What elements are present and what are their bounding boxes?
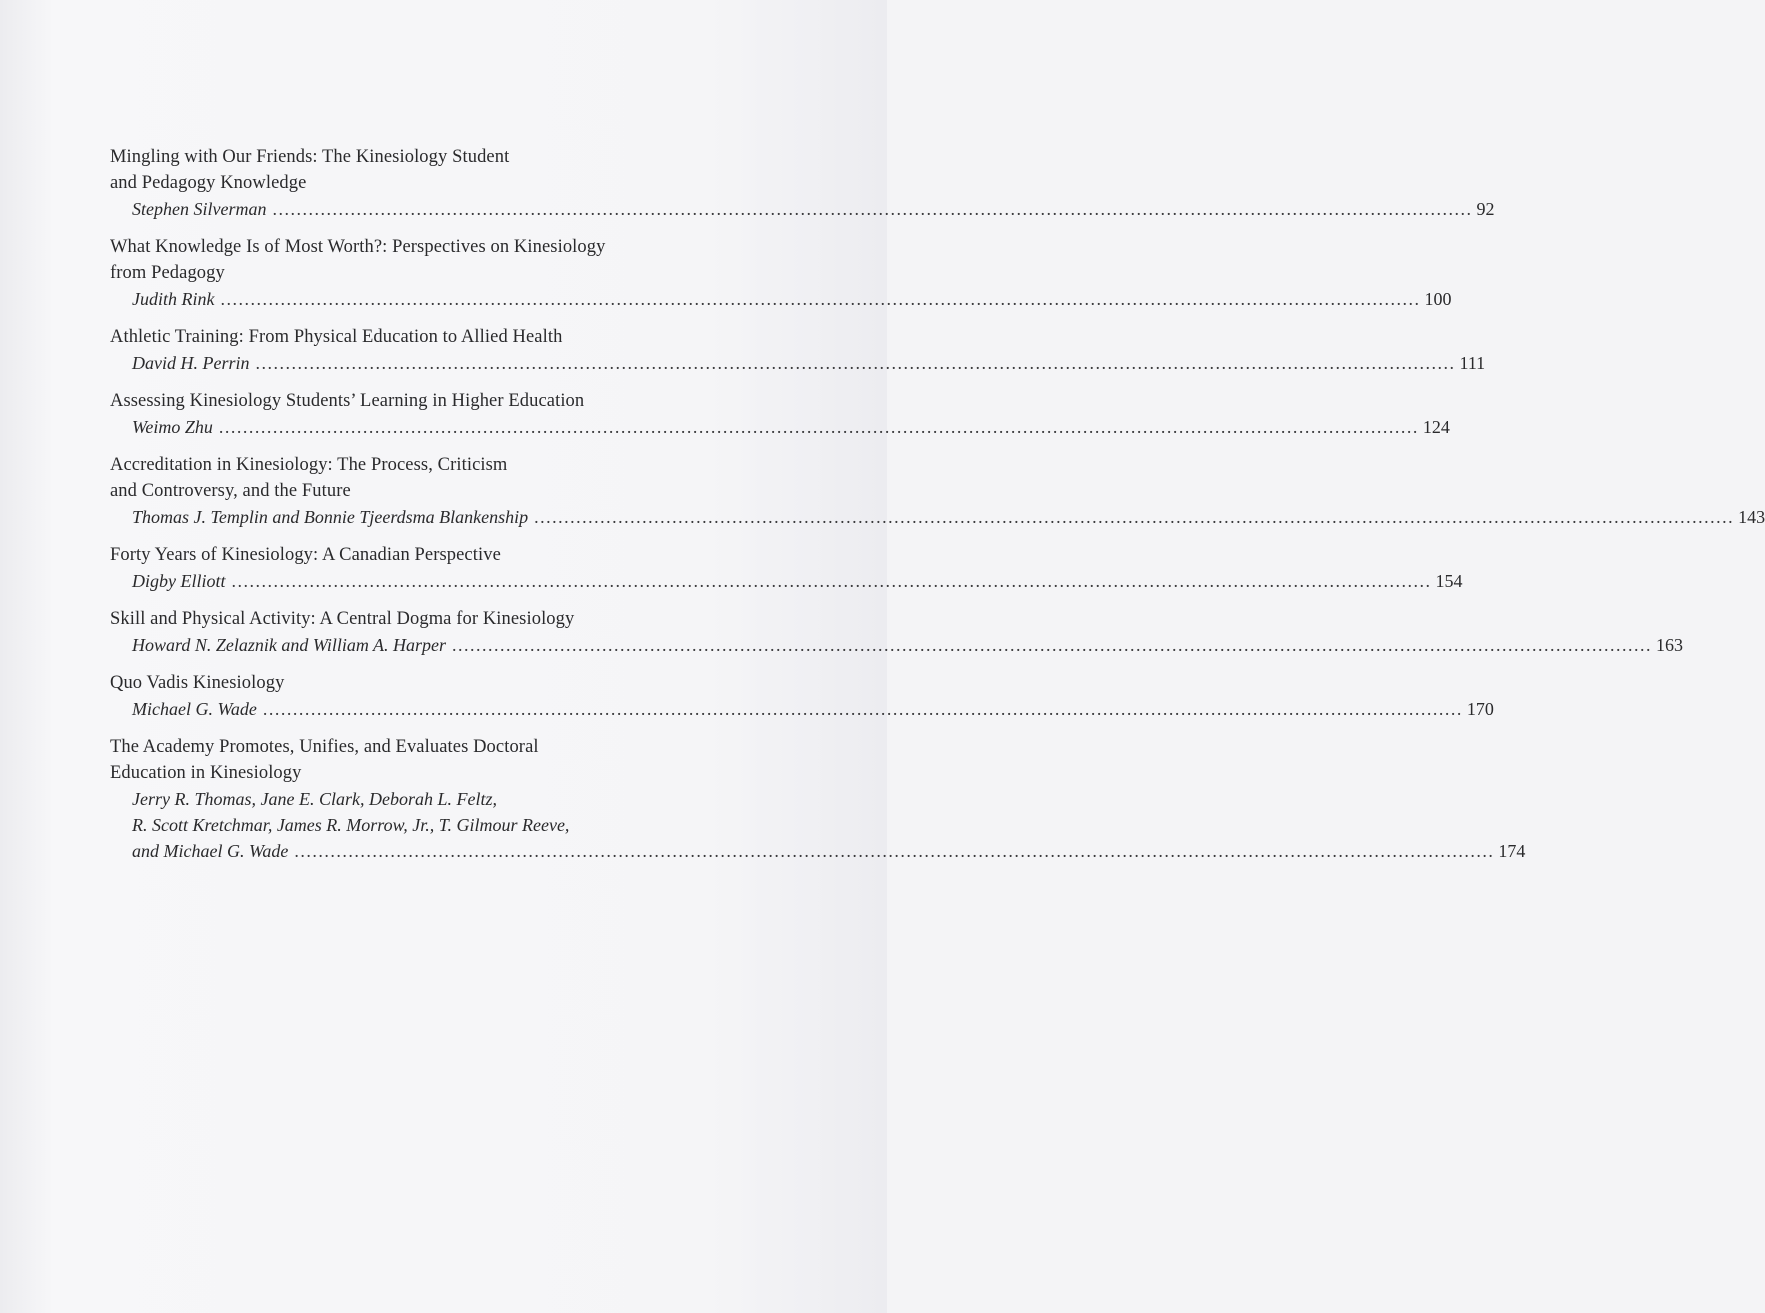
entry-author: Howard N. Zelaznik and William A. Harper — [132, 635, 447, 655]
entry-page-number: 170 — [1466, 699, 1494, 719]
entry-title-line: Education in Kinesiology — [110, 763, 302, 783]
dot-leader: ........................................................................................................................................................................................................ — [294, 841, 1495, 861]
toc-entry — [110, 734, 1526, 864]
entry-title-line: from Pedagogy — [110, 263, 225, 283]
dot-leader: ........................................................................................................................................................................................................ — [220, 289, 1421, 309]
entry-title-line: Mingling with Our Friends: The Kinesiology Student — [110, 147, 510, 167]
entry-page-number: 143 — [1738, 507, 1765, 527]
entry-page-number: 92 — [1476, 199, 1495, 219]
dot-leader: ........................................................................................................................................................................................................ — [272, 199, 1473, 219]
entry-title-line: Athletic Training: From Physical Education to Allied Health — [110, 327, 563, 347]
entry-page-number: 124 — [1422, 417, 1450, 437]
entry-title-line: Assessing Kinesiology Students’ Learning in Higher Education — [110, 391, 585, 411]
entry-title-line: Quo Vadis Kinesiology — [110, 673, 285, 693]
toc-entry — [110, 606, 1684, 658]
entry-title-line: and Controversy, and the Future — [110, 481, 351, 501]
dot-leader: ........................................................................................................................................................................................................ — [231, 571, 1432, 591]
dot-leader: ........................................................................................................................................................................................................ — [262, 699, 1463, 719]
toc-entry — [110, 324, 1486, 376]
dot-leader: ........................................................................................................................................................................................................ — [452, 635, 1653, 655]
entry-title-line: and Pedagogy Knowledge — [110, 173, 307, 193]
toc-entry — [110, 388, 1450, 440]
entry-author-page-line — [110, 568, 1463, 594]
toc-entry — [110, 452, 1765, 530]
dot-leader: ........................................................................................................................................................................................................ — [255, 353, 1456, 373]
entry-title-line: Accreditation in Kinesiology: The Process, Criticism — [110, 455, 508, 475]
toc-entry — [110, 670, 1494, 722]
entry-author-line: Jerry R. Thomas, Jane E. Clark, Deborah L. Feltz, — [132, 789, 497, 809]
entry-author: Thomas J. Templin and Bonnie Tjeerdsma Blankenship — [132, 507, 529, 527]
entry-author-line: R. Scott Kretchmar, James R. Morrow, Jr., T. Gilmour Reeve, — [132, 815, 570, 835]
toc-entry — [110, 542, 1463, 594]
toc-entry — [110, 144, 1495, 222]
toc-entry — [110, 234, 1452, 312]
entry-author: Judith Rink — [132, 289, 215, 309]
entry-page-number: 100 — [1424, 289, 1452, 309]
entry-author-page-line — [110, 838, 1526, 864]
entry-author: Digby Elliott — [132, 571, 226, 591]
entry-author-page-line — [110, 350, 1486, 376]
entry-title-line: Skill and Physical Activity: A Central Dogma for Kinesiology — [110, 609, 575, 629]
entry-page-number: 154 — [1435, 571, 1463, 591]
entry-author: Michael G. Wade — [132, 699, 257, 719]
entry-author: Stephen Silverman — [132, 199, 267, 219]
entry-page-number: 174 — [1498, 841, 1526, 861]
entry-author: and Michael G. Wade — [132, 841, 289, 861]
entry-author-page-line — [110, 504, 1765, 530]
entry-page-number: 111 — [1459, 353, 1486, 373]
dot-leader: ........................................................................................................................................................................................................ — [218, 417, 1419, 437]
entry-page-number: 163 — [1656, 635, 1684, 655]
entry-author-page-line — [110, 632, 1684, 658]
entry-title-line: What Knowledge Is of Most Worth?: Perspectives on Kinesiology — [110, 237, 606, 257]
table-of-contents — [110, 144, 1765, 864]
entry-title-line: Forty Years of Kinesiology: A Canadian Perspective — [110, 545, 501, 565]
entry-author: David H. Perrin — [132, 353, 250, 373]
entry-author-page-line — [110, 196, 1495, 222]
entry-author: Weimo Zhu — [132, 417, 213, 437]
entry-author-page-line — [110, 414, 1450, 440]
entry-author-page-line — [110, 696, 1494, 722]
entry-author-page-line — [110, 286, 1452, 312]
dot-leader: ........................................................................................................................................................................................................ — [534, 507, 1735, 527]
entry-title-line: The Academy Promotes, Unifies, and Evaluates Doctoral — [110, 737, 539, 757]
